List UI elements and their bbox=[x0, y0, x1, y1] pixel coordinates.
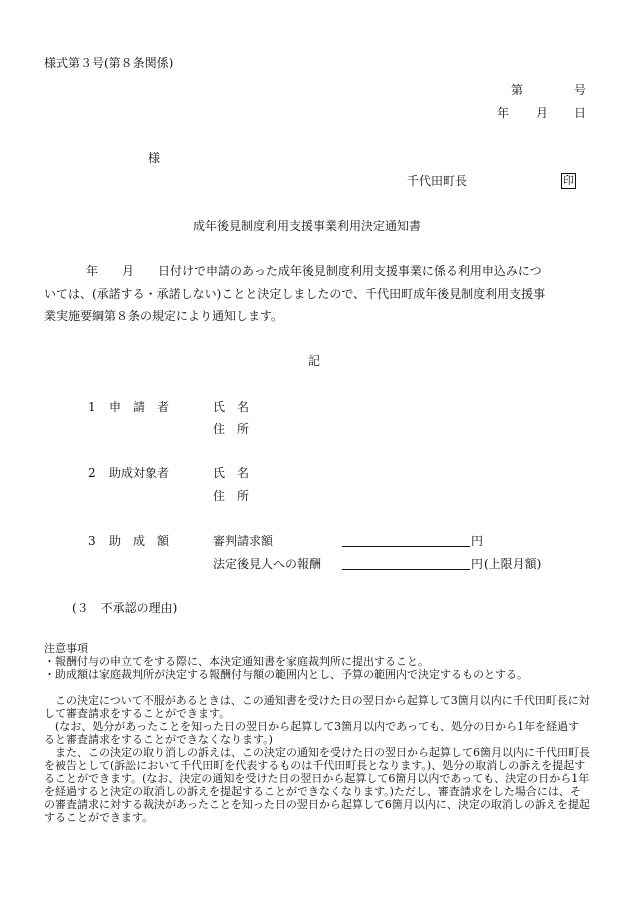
item-2-field-address: 住 所 bbox=[213, 489, 250, 503]
fee-limit-note: (上限月額) bbox=[484, 557, 542, 571]
form-number: 様式第３号(第８条関係) bbox=[44, 56, 174, 70]
rejection-reason-label: (３ 不承認の理由) bbox=[72, 601, 178, 615]
document-title: 成年後見制度利用支援事業利用決定通知書 bbox=[193, 219, 422, 233]
item-1-number: 1 bbox=[88, 400, 96, 414]
date-year: 年 bbox=[497, 106, 510, 120]
body-line-1: 年 月 日付けで申請のあった成年後見制度利用支援事業に係る利用申込みにつ bbox=[86, 264, 542, 278]
item-1-field-address: 住 所 bbox=[213, 422, 250, 436]
ki-heading: 記 bbox=[308, 354, 321, 368]
sender-name: 千代田町長 bbox=[407, 174, 468, 188]
notes-paragraph-1: この決定について不服があるときは、この通知書を受けた日の翌日から起算して3箇月以内に千代田町長に対して審査請求をすることができます。 bbox=[44, 694, 590, 720]
item-3-field-fee: 法定後見人への報酬 bbox=[213, 557, 322, 571]
body-line-2: いては、(承諾する・承諾しない)ことと決定しましたので、千代田町成年後見制度利用支援事 bbox=[44, 287, 546, 301]
item-2-label: 助成対象者 bbox=[109, 466, 170, 480]
item-1-field-name: 氏 名 bbox=[213, 400, 250, 414]
notes-bullet-2: ・助成額は家庭裁判所が決定する報酬付与額の範囲内とし、予算の範囲内で決定するものとする。 bbox=[44, 668, 528, 681]
fee-amount-line bbox=[342, 569, 470, 570]
item-1-label: 申 請 者 bbox=[109, 400, 170, 414]
item-3-label: 助 成 額 bbox=[109, 534, 170, 548]
notes-paragraph-2: (なお、処分があったことを知った日の翌日から起算して3箇月以内であっても、処分の日から1年を経過すると審査請求をすることができなくなります。) bbox=[44, 720, 580, 746]
fee-amount-unit: 円 bbox=[471, 557, 484, 571]
item-3-number: 3 bbox=[88, 534, 96, 548]
date-month: 月 bbox=[536, 106, 549, 120]
body-line-3: 業実施要綱第８条の規定により通知します。 bbox=[44, 309, 284, 323]
item-2-number: 2 bbox=[88, 466, 96, 480]
item-3-field-petition: 審判請求額 bbox=[213, 534, 274, 548]
doc-number-suffix: 号 bbox=[574, 83, 587, 97]
doc-number-prefix: 第 bbox=[511, 83, 524, 97]
addressee-suffix: 様 bbox=[148, 151, 161, 165]
notes-heading: 注意事項 bbox=[44, 642, 88, 655]
item-2-field-name: 氏 名 bbox=[213, 466, 250, 480]
seal-mark: 印 bbox=[563, 174, 574, 187]
petition-amount-line bbox=[342, 546, 470, 547]
petition-amount-unit: 円 bbox=[471, 534, 484, 548]
date-day: 日 bbox=[574, 106, 587, 120]
notes-bullet-1: ・報酬付与の申立てをする際に、本決定通知書を家庭裁判所に提出すること。 bbox=[44, 655, 429, 668]
notes-paragraph-3: また、この決定の取り消しの訴えは、この決定の通知を受けた日の翌日から起算して6箇月以内に千代田町長を被告として(訴訟において千代田町を代表するものは千代田町長となります。)、処分の取消しの訴えを提起することができます。(なお、決定の通知を受けた日の翌日から起算して6箇月以内であっても、決定の日から1年を経過すると決定の取消しの訴えを提起することができなくなります。)ただし、審査請求をした場合には、その審査請求に対する裁決があったことを知った日の翌日から起算して6箇月以内に、決定の取消しの訴えを提起することができます。 bbox=[44, 746, 590, 824]
